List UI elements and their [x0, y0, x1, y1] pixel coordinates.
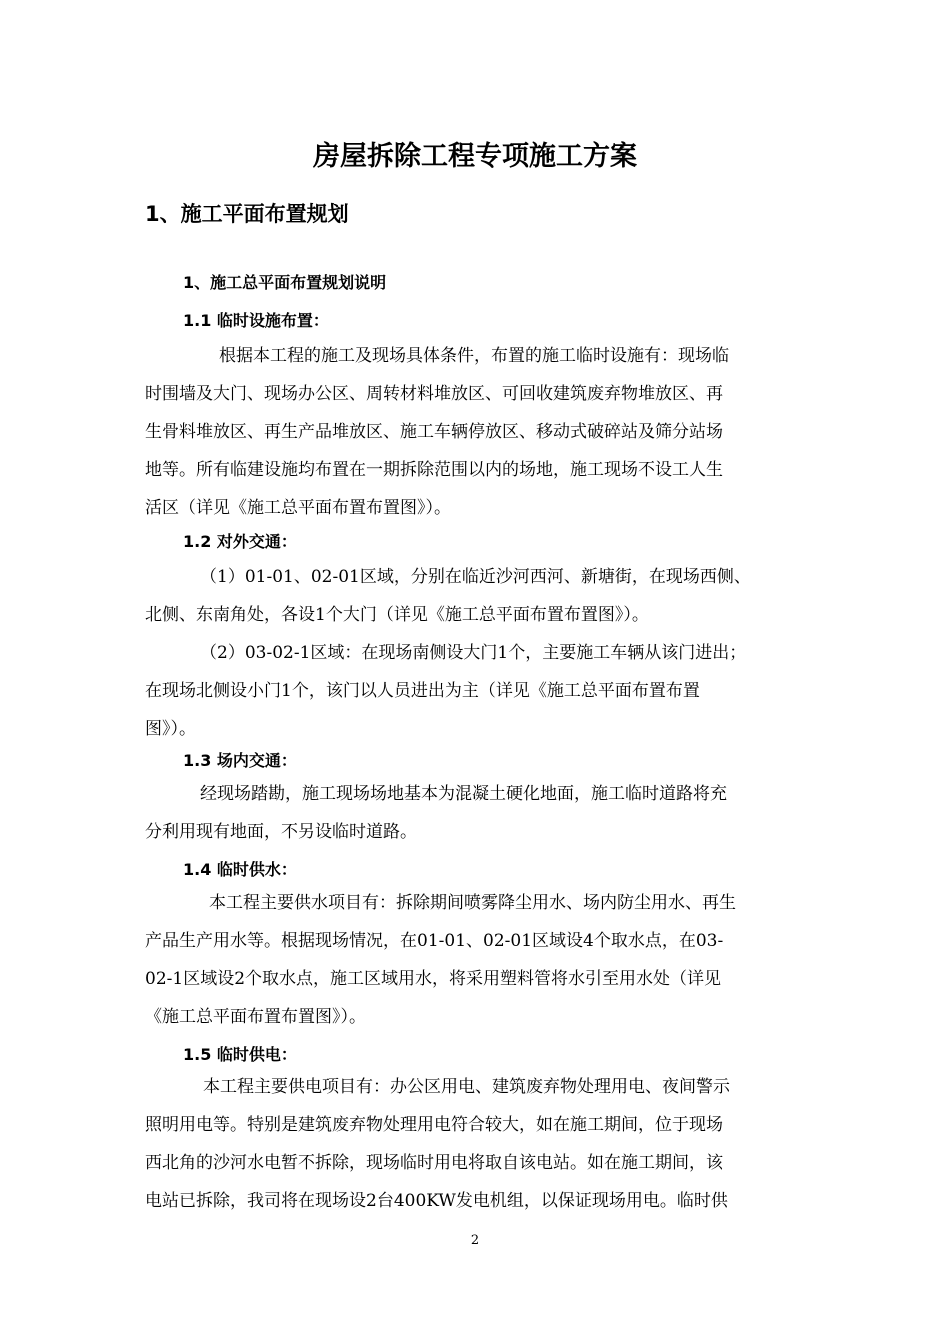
text-line: 经现场踏勘，施工现场场地基本为混凝土硬化地面，施工临时道路将充	[200, 784, 727, 804]
paragraph-temporary-power	[145, 1068, 805, 1220]
text-line: （2）03-02-1区域：在现场南侧设大门1个，主要施工车辆从该门进出；	[200, 643, 747, 663]
text-line: 时围墙及大门、现场办公区、周转材料堆放区、可回收建筑废弃物堆放区、再	[145, 384, 723, 404]
heading-external-traffic: 1.2 对外交通：	[183, 532, 297, 551]
text-line: 本工程主要供水项目有：拆除期间喷雾降尘用水、场内防尘用水、再生	[209, 893, 736, 913]
section-heading: 1、施工平面布置规划	[145, 202, 349, 226]
heading-temporary-water: 1.4 临时供水：	[183, 860, 297, 879]
text-line: 分利用现有地面，不另设临时道路。	[145, 822, 417, 842]
text-line: 产品生产用水等。根据现场情况，在01-01、02-01区域设4个取水点，在03-	[145, 931, 724, 951]
text-line: 照明用电等。特别是建筑废弃物处理用电符合较大，如在施工期间，位于现场	[145, 1115, 723, 1135]
document-title: 房屋拆除工程专项施工方案	[313, 141, 637, 172]
heading-temporary-power: 1.5 临时供电：	[183, 1045, 297, 1064]
heading-temporary-facilities: 1.1 临时设施布置：	[183, 311, 329, 330]
heading-internal-traffic: 1.3 场内交通：	[183, 751, 297, 770]
subheading-layout-description: 1、施工总平面布置规划说明	[183, 273, 387, 292]
paragraph-external-traffic-1	[145, 558, 805, 634]
text-line: 根据本工程的施工及现场具体条件，布置的施工临时设施有：现场临	[219, 346, 729, 366]
text-line: 电站已拆除，我司将在现场设2台400KW发电机组，以保证现场用电。临时供	[145, 1191, 728, 1211]
paragraph-internal-traffic	[145, 775, 805, 851]
text-line: 西北角的沙河水电暂不拆除，现场临时用电将取自该电站。如在施工期间，该	[145, 1153, 723, 1173]
text-line: （1）01-01、02-01区域，分别在临近沙河西河、新塘街，在现场西侧、	[200, 567, 751, 587]
text-line: 活区（详见《施工总平面布置布置图》）。	[145, 498, 451, 518]
text-line: 北侧、东南角处，各设1个大门（详见《施工总平面布置布置图》）。	[145, 605, 649, 625]
paragraph-external-traffic-2	[145, 634, 805, 748]
page-number: 2	[470, 1233, 480, 1248]
text-line: 图》）。	[145, 719, 196, 739]
text-line: 02-1区域设2个取水点，施工区域用水，将采用塑料管将水引至用水处（详见	[145, 969, 722, 989]
text-line: 生骨料堆放区、再生产品堆放区、施工车辆停放区、移动式破碎站及筛分站场	[145, 422, 723, 442]
paragraph-temporary-water	[145, 884, 805, 1036]
text-line: 《施工总平面布置布置图》）。	[145, 1007, 366, 1027]
text-line: 地等。所有临建设施均布置在一期拆除范围以内的场地，施工现场不设工人生	[145, 460, 723, 480]
text-line: 本工程主要供电项目有：办公区用电、建筑废弃物处理用电、夜间警示	[203, 1077, 730, 1097]
text-line: 在现场北侧设小门1个，该门以人员进出为主（详见《施工总平面布置布置	[145, 681, 700, 701]
paragraph-temporary-facilities	[145, 337, 805, 527]
